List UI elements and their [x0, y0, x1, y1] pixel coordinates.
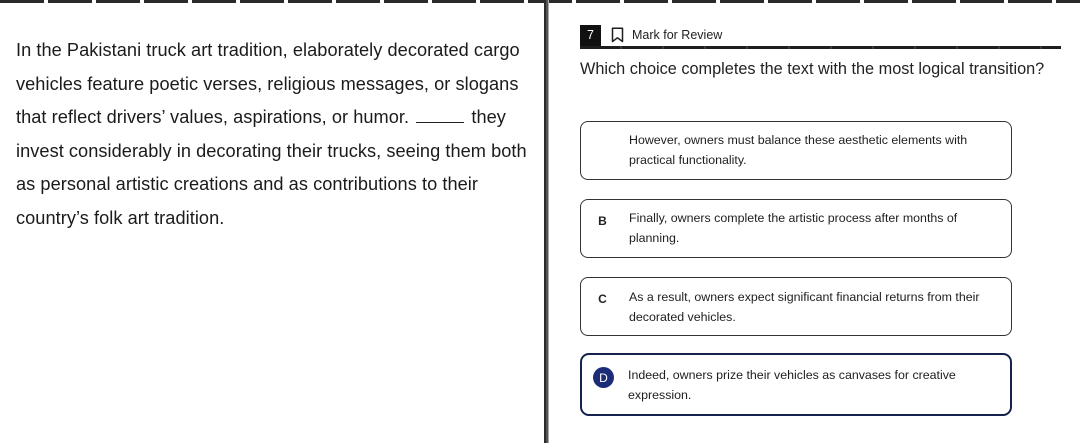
- choice-c-letter: C: [598, 291, 607, 306]
- question-prompt: Which choice completes the text with the most logical transition?: [580, 60, 1045, 78]
- question-header: [580, 21, 1061, 49]
- choice-d-text: Indeed, owners prize their vehicles as canvases for creative expression.: [628, 368, 956, 402]
- passage-text: [16, 34, 528, 235]
- passage-blank: [416, 122, 464, 123]
- passage-before-blank: In the Pakistani truck art tradition, elaborately decorated cargo vehicles feature poetic verses, religious messages, or slogans that reflect drivers’ values, aspirations, or humor.: [16, 40, 520, 127]
- choice-c-text: As a result, owners expect significant financial returns from their decorated vehicles.: [629, 290, 980, 324]
- answer-choice-b[interactable]: [580, 199, 1012, 258]
- question-number: 7: [580, 25, 601, 46]
- answer-choice-a[interactable]: [580, 121, 1012, 180]
- choice-b-letter: B: [598, 213, 607, 228]
- choice-b-text: Finally, owners complete the artistic process after months of planning.: [629, 211, 958, 245]
- header-dashed-rule: [580, 46, 1061, 49]
- passage-after-blank: they invest considerably in decorating their trucks, seeing them both as personal artistic creations and as contributions to their country’s folk art tradition.: [16, 107, 527, 228]
- choice-a-text: However, owners must balance these aesthetic elements with practical functionality.: [629, 133, 968, 167]
- choice-d-letter-badge: D: [593, 367, 614, 388]
- bookmark-icon[interactable]: [611, 26, 625, 44]
- question-pane: [549, 0, 1080, 443]
- answer-choice-d-selected[interactable]: [580, 353, 1012, 416]
- answer-choice-c[interactable]: [580, 277, 1012, 336]
- mark-for-review-button[interactable]: Mark for Review: [632, 28, 723, 42]
